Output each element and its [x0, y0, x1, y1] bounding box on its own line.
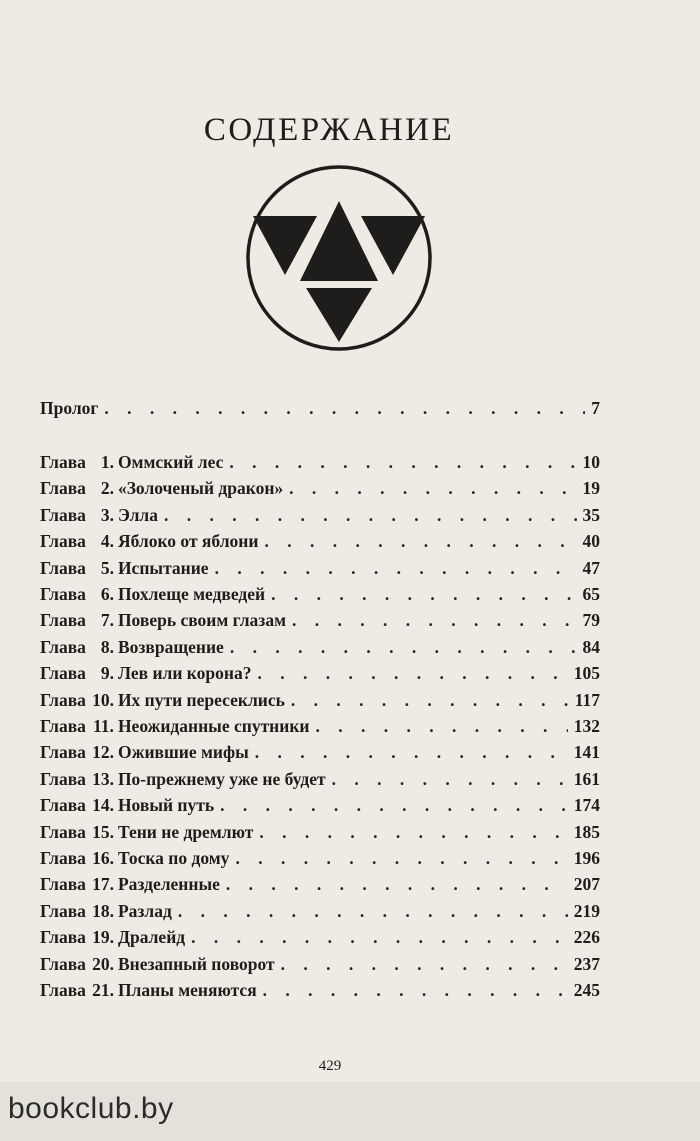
- leader-dots: [235, 848, 567, 869]
- page-number: 219: [573, 900, 600, 921]
- chapter-title: Элла: [117, 504, 158, 525]
- chapter-title: Оммский лес: [117, 452, 224, 472]
- toc-row-chapter[interactable]: [40, 637, 600, 661]
- page-number: 65: [582, 584, 600, 604]
- page-title: СОДЕРЖАНИЕ: [203, 112, 455, 148]
- chapter-number: 12.: [92, 742, 114, 763]
- page-number: 19: [582, 478, 600, 499]
- chapter-word: Глава: [40, 636, 86, 657]
- chapter-title: Яблоко от яблони: [117, 531, 259, 552]
- leader-dots: [316, 716, 568, 737]
- chapter-number: 14.: [92, 795, 114, 816]
- page-number: 7: [591, 398, 600, 418]
- chapter-word: Глава: [40, 900, 86, 921]
- chapter-title: Внезапный поворот: [117, 953, 275, 974]
- chapter-word: Глава: [40, 610, 86, 631]
- chapter-number: 8.: [100, 636, 114, 657]
- page-number: 79: [582, 610, 600, 631]
- chapter-word: Глава: [40, 980, 86, 1000]
- chapter-word: Глава: [40, 452, 86, 472]
- chapter-title: Испытание: [117, 557, 209, 578]
- chapter-word: Глава: [40, 504, 86, 525]
- chapter-word: Глава: [40, 742, 86, 763]
- chapter-title: Новый путь: [117, 795, 215, 816]
- chapter-number: 17.: [92, 874, 114, 895]
- leader-dots: [281, 954, 568, 975]
- page-number: 237: [573, 953, 600, 974]
- chapter-word: Глава: [40, 768, 86, 789]
- chapter-word: Глава: [40, 848, 86, 868]
- leader-dots: [215, 558, 577, 579]
- page-number: 245: [573, 980, 600, 1000]
- toc-row-chapter[interactable]: [40, 478, 600, 502]
- chapter-number: 6.: [100, 584, 114, 604]
- leader-dots: [292, 610, 577, 631]
- chapter-word: Глава: [40, 689, 86, 710]
- leader-dots: [263, 980, 568, 1001]
- chapter-title: Поверь своим глазам: [117, 610, 286, 631]
- page-number: 105: [573, 663, 600, 684]
- toc-row-chapter[interactable]: [40, 531, 600, 555]
- chapter-title: «Золоченый дракон»: [117, 478, 284, 499]
- prologue-label: Пролог: [40, 398, 99, 418]
- leader-dots: [259, 822, 567, 843]
- leader-dots: [226, 874, 568, 895]
- chapter-word: Глава: [40, 953, 86, 974]
- toc-row-chapter[interactable]: [40, 769, 600, 793]
- chapter-word: Глава: [40, 584, 86, 604]
- chapter-title: Тоска по дому: [117, 848, 230, 868]
- leader-dots: [257, 663, 567, 684]
- chapter-word: Глава: [40, 927, 86, 948]
- leader-dots: [291, 690, 569, 711]
- toc-row-chapter[interactable]: [40, 505, 600, 529]
- toc-row-chapter[interactable]: [40, 558, 600, 582]
- page-number: 161: [573, 768, 600, 789]
- chapter-number: 10.: [92, 689, 114, 710]
- page-number: 84: [582, 636, 600, 657]
- page-number: 47: [582, 557, 600, 578]
- chapter-title: Дралейд: [117, 927, 186, 948]
- chapter-title: Ожившие мифы: [117, 742, 249, 763]
- toc-row-chapter[interactable]: [40, 663, 600, 687]
- toc-row-prologue[interactable]: [40, 398, 600, 422]
- page-number: 185: [573, 821, 600, 842]
- leader-dots: [271, 584, 576, 605]
- chapter-word: Глава: [40, 478, 86, 499]
- chapter-title: Неожиданные спутники: [117, 716, 310, 736]
- chapter-title: Планы меняются: [117, 980, 257, 1000]
- chapter-number: 9.: [100, 663, 114, 684]
- leader-dots: [104, 398, 585, 419]
- toc-row-chapter[interactable]: [40, 690, 600, 714]
- chapter-word: Глава: [40, 557, 86, 578]
- chapter-word: Глава: [40, 874, 86, 895]
- toc-row-chapter[interactable]: [40, 742, 600, 766]
- chapter-number: 19.: [92, 927, 114, 948]
- page-number: 141: [573, 742, 600, 763]
- chapter-number: 20.: [92, 953, 114, 974]
- toc-row-chapter[interactable]: [40, 610, 600, 634]
- page-number: 207: [573, 874, 600, 895]
- chapter-title: По-прежнему уже не будет: [117, 768, 326, 789]
- leader-dots: [191, 927, 568, 948]
- chapter-number: 3.: [100, 504, 114, 525]
- chapter-number: 4.: [100, 531, 114, 552]
- page-number: 132: [573, 716, 600, 736]
- leader-dots: [230, 637, 577, 658]
- chapter-number: 13.: [92, 768, 114, 789]
- chapter-number: 5.: [100, 557, 114, 578]
- chapter-number: 2.: [100, 478, 114, 499]
- chapter-title: Возвращение: [117, 636, 224, 657]
- toc-row-chapter[interactable]: [40, 795, 600, 819]
- chapter-title: Их пути пересеклись: [117, 689, 285, 710]
- page-number: 35: [582, 504, 600, 525]
- chapter-number: 11.: [93, 716, 114, 736]
- toc-row-chapter[interactable]: [40, 822, 600, 846]
- toc-row-chapter[interactable]: [40, 584, 600, 608]
- chapter-number: 16.: [92, 848, 114, 868]
- page-number: 174: [573, 795, 600, 816]
- leader-dots: [332, 769, 568, 790]
- leader-dots: [178, 901, 568, 922]
- watermark-text: bookclub.by: [8, 1092, 174, 1125]
- watermark-bar: [0, 1082, 700, 1141]
- chapter-word: Глава: [40, 716, 86, 736]
- chapter-title: Лев или корона?: [117, 663, 252, 684]
- chapter-word: Глава: [40, 663, 86, 684]
- leader-dots: [264, 531, 576, 552]
- toc-row-chapter[interactable]: [40, 927, 600, 951]
- leader-dots: [289, 478, 576, 499]
- leader-dots: [229, 452, 576, 473]
- toc-row-chapter[interactable]: [40, 874, 600, 898]
- chapter-number: 18.: [92, 900, 114, 921]
- leader-dots: [220, 795, 568, 816]
- page-number: 40: [582, 531, 600, 552]
- page-number: 10: [582, 452, 600, 472]
- chapter-number: 7.: [100, 610, 114, 631]
- page-number: 196: [573, 848, 600, 868]
- chapter-title: Разделенные: [117, 874, 220, 895]
- chapter-number: 21.: [92, 980, 114, 1000]
- toc-row-chapter[interactable]: [40, 954, 600, 978]
- chapter-word: Глава: [40, 795, 86, 816]
- toc-row-chapter[interactable]: [40, 716, 600, 740]
- toc-row-chapter[interactable]: [40, 452, 600, 476]
- chapter-title: Разлад: [117, 900, 172, 921]
- chapter-number: 1.: [100, 452, 114, 472]
- toc-row-chapter[interactable]: [40, 901, 600, 925]
- toc-row-chapter[interactable]: [40, 980, 600, 1004]
- leader-dots: [164, 505, 577, 526]
- page-number: 117: [574, 689, 600, 710]
- triangle-emblem-icon: [240, 158, 440, 358]
- toc-row-chapter[interactable]: [40, 848, 600, 872]
- chapter-word: Глава: [40, 821, 86, 842]
- leader-dots: [255, 742, 568, 763]
- chapter-word: Глава: [40, 531, 86, 552]
- chapter-number: 15.: [92, 821, 114, 842]
- page-number: 226: [573, 927, 600, 948]
- chapter-title: Тени не дремлют: [117, 821, 254, 842]
- folio-page-number: 429: [318, 1058, 342, 1074]
- chapter-title: Похлеще медведей: [117, 584, 266, 604]
